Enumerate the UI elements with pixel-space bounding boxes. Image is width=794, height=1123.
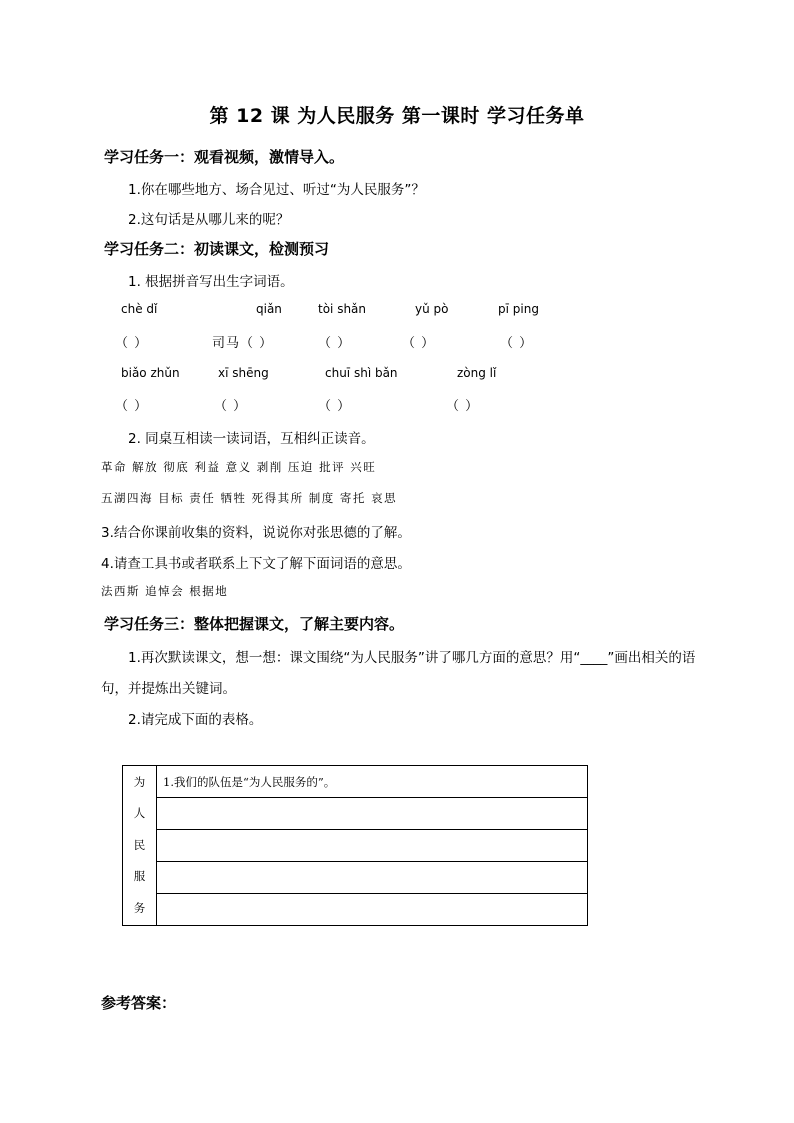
answer-blank[interactable]: （ ）	[318, 336, 352, 351]
pinyin-item: yǔ pò	[415, 302, 449, 316]
pinyin-item: xī shēng	[218, 366, 269, 380]
table-side-label	[123, 766, 157, 926]
task1-heading: 学习任务一：观看视频，激情导入。	[104, 148, 345, 166]
pinyin-item: pī ping	[498, 302, 539, 316]
table-row	[123, 830, 588, 862]
side-char: 服	[133, 869, 146, 884]
page-title: 第 12 课 为人民服务 第一课时 学习任务单	[209, 105, 585, 127]
task3-question-2: 2.请完成下面的表格。	[128, 712, 263, 728]
table-row	[123, 766, 588, 798]
table-row	[123, 862, 588, 894]
task1-question-1: 1.你在哪些地方、场合见过、听过“为人民服务”？	[128, 182, 425, 198]
answer-blank[interactable]: （ ）	[318, 399, 352, 414]
pinyin-item: tòi shǎn	[318, 302, 367, 316]
side-char: 务	[133, 900, 146, 915]
pinyin-item: qiǎn	[256, 302, 282, 316]
answer-heading: 参考答案：	[101, 994, 177, 1012]
answer-blank[interactable]: （ ）	[446, 399, 480, 414]
table-cell[interactable]: 1.我们的队伍是“为人民服务的”。	[157, 766, 588, 798]
answer-blank[interactable]: （ ）	[500, 336, 534, 351]
side-char: 民	[133, 837, 146, 852]
task2-question-2: 2. 同桌互相读一读词语，互相纠正读音。	[128, 431, 375, 447]
answer-blank[interactable]: 司马（ ）	[212, 336, 274, 351]
answer-blank[interactable]: （ ）	[115, 336, 149, 351]
answer-blank[interactable]: （ ）	[214, 399, 248, 414]
pinyin-item: biǎo zhǔn	[121, 366, 180, 380]
task2-question-3: 3.结合你课前收集的资料，说说你对张思德的了解。	[101, 525, 411, 541]
table-cell[interactable]	[157, 830, 588, 862]
word-list-1: 革命 解放 彻底 利益 意义 剥削 压迫 批评 兴旺	[101, 460, 377, 474]
task2-heading: 学习任务二：初读课文，检测预习	[104, 240, 330, 258]
task2-question-1: 1. 根据拼音写出生字词语。	[128, 274, 294, 290]
answer-blank[interactable]: （ ）	[402, 336, 436, 351]
side-char: 为	[133, 774, 146, 789]
table-cell[interactable]	[157, 798, 588, 830]
answer-blank[interactable]: （ ）	[115, 399, 149, 414]
pinyin-item: zòng lǐ	[457, 366, 497, 380]
side-char: 人	[133, 806, 146, 821]
task3-heading: 学习任务三：整体把握课文，了解主要内容。	[104, 615, 405, 633]
table-row	[123, 798, 588, 830]
summary-table	[122, 765, 588, 926]
task3-question-1-line2: 句，并提炼出关键词。	[101, 681, 236, 697]
pinyin-item: chè dǐ	[121, 302, 158, 316]
pinyin-item: chuī shì bǎn	[325, 366, 398, 380]
word-list-2: 五湖四海 目标 责任 牺牲 死得其所 制度 寄托 哀思	[101, 491, 398, 505]
table-cell[interactable]	[157, 894, 588, 926]
task2-question-4: 4.请查工具书或者联系上下文了解下面词语的意思。	[101, 556, 411, 572]
table-cell[interactable]	[157, 862, 588, 894]
table-row	[123, 894, 588, 926]
task3-question-1-line1: 1.再次默读课文，想一想：课文围绕“为人民服务”讲了哪几方面的意思？用“____”画出相关的语	[128, 650, 696, 666]
word-list-3: 法西斯 追悼会 根据地	[101, 584, 229, 598]
task1-question-2: 2.这句话是从哪儿来的呢？	[128, 212, 290, 228]
